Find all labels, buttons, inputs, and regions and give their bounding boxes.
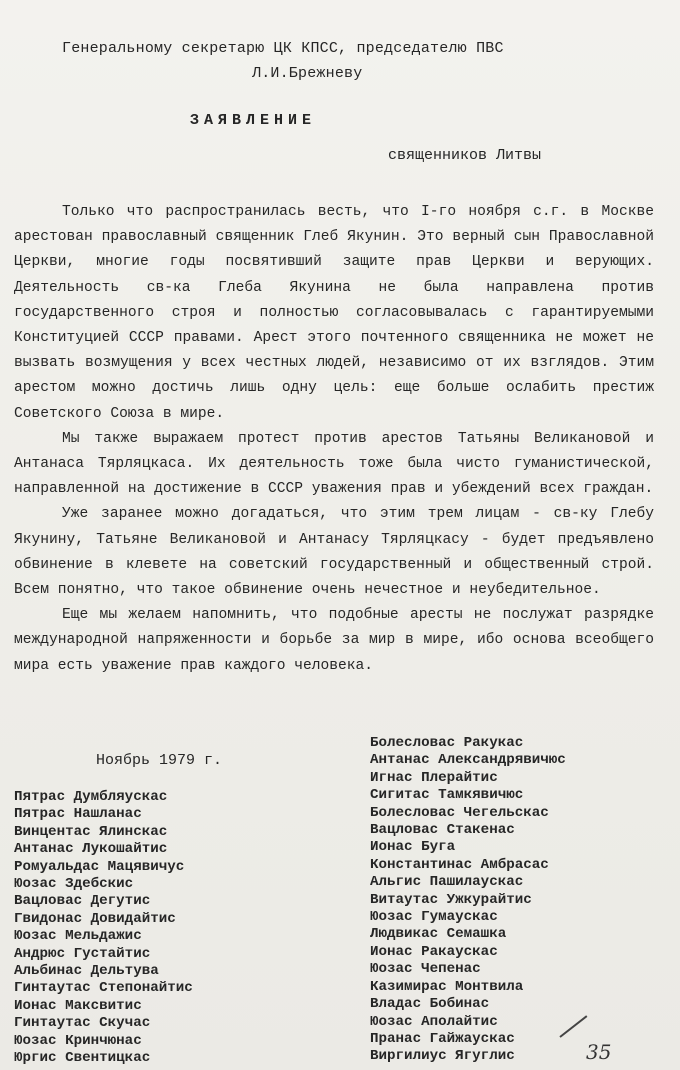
addressee-line-2: Л.И.Брежневу: [252, 65, 363, 82]
paragraph-3: Уже заранее можно догадаться, что этим трем лицам - св-ку Глебу Якунину, Татьяне Великановой и Антанасу Тярляцкасу - будет предъявлено обвинение в клевете на советский государственный и общественный строй. Всем понятно, что такое обвинение очень нечестное и неубедительное.: [14, 506, 654, 599]
signature: Альбинас Дельтува: [14, 963, 159, 980]
signature: Юозас Мельдажис: [14, 928, 142, 945]
document-date: Ноябрь 1979 г.: [96, 752, 223, 769]
statement-body: [14, 200, 654, 679]
signature: Антанас Александрявичюс: [370, 752, 566, 769]
document-title: ЗАЯВЛЕНИЕ: [190, 112, 317, 129]
signature: Гинтаутас Степонайтис: [14, 980, 193, 997]
signature: Ионас Буга: [370, 839, 456, 856]
signature: Юозас Аполайтис: [370, 1013, 498, 1030]
signature: Ионас Максвитис: [14, 997, 142, 1014]
signature: Пятрас Думбляускас: [14, 789, 168, 805]
signature: Игнас Плерайтис: [370, 769, 498, 786]
signature: Юргис Свентицкас: [14, 1050, 151, 1067]
page-number: 35: [586, 1040, 612, 1064]
signature: Вацловас Стакенас: [370, 822, 515, 839]
signature: Антанас Лукошайтис: [14, 841, 168, 858]
signature: Константинас Амбрасас: [370, 856, 549, 873]
paragraph-2: Мы также выражаем протест против арестов Татьяны Великановой и Антанаса Тярляцкаса. Их деятельность тоже была чисто гуманистической, направленной на достижение в СССР уважения прав и убеждений всех граждан.: [14, 430, 654, 498]
signature: Юозас Гумаускас: [370, 909, 498, 926]
signature: Ионас Ракаускас: [370, 943, 498, 960]
signature: Винцентас Ялинскас: [14, 823, 168, 840]
addressee-line-1: Генеральному секретарю ЦК КПСС, председателю ПВС: [62, 40, 504, 57]
signatures-right-column: [370, 735, 566, 1066]
signature: Юозас Кринчюнас: [14, 1032, 142, 1049]
signatures-left-column: [14, 789, 193, 1068]
signature: Юозас Чепенас: [370, 961, 481, 978]
addressee-block: [62, 36, 662, 86]
signature: Владас Бобинас: [370, 996, 490, 1013]
signature: Гвидонас Довидайтис: [14, 910, 176, 927]
signature: Альгис Пашилаускас: [370, 874, 524, 891]
signature: Гинтаутас Скучас: [14, 1015, 151, 1032]
document-subtitle: священников Литвы: [388, 147, 542, 164]
signature: Казимирас Монтвила: [370, 978, 524, 995]
signature: Андрюс Густайтис: [14, 945, 151, 962]
signature: Виргилиус Ягуглис: [370, 1048, 515, 1065]
signature: Вацловас Дегутис: [14, 893, 151, 910]
signature: Болесловас Чегельскас: [370, 804, 549, 821]
paragraph-4: Еще мы желаем напомнить, что подобные аресты не послужат разрядке международной напряженности и борьбе за мир в мире, ибо основа всеобщего мира есть уважение прав каждого человека.: [14, 607, 654, 674]
signature: Ромуальдас Мацявичус: [14, 858, 185, 875]
paragraph-1: Только что распространилась весть, что I-го ноября с.г. в Москве арестован православный священник Глеб Якунин. Это верный сын Православной Церкви, многие годы посвятивший защите прав Церкви и верующих. Деятельность св-ка Глеба Якунина не была направлена против государственного строя и полностью согласовывалась с гарантируемыми Конституцией СССР правами. Арест этого почтенного священника не может не вызвать возмущения у всех честных людей, независимо от их взглядов. Этим арестом можно достичь лишь одну цель: еще больше ослабить престиж Советского Союза в мире.: [14, 204, 654, 422]
signature: Витаутас Ужкурайтис: [370, 891, 532, 908]
signature: Людвикас Семашка: [370, 926, 507, 943]
signature: Юозас Здебскис: [14, 876, 134, 893]
signature: Болесловас Ракукас: [370, 735, 524, 751]
signature: Пятрас Нашланас: [14, 806, 142, 823]
signature: Сигитас Тамкявичюс: [370, 787, 524, 804]
signature: Пранас Гайжаускас: [370, 1030, 515, 1047]
